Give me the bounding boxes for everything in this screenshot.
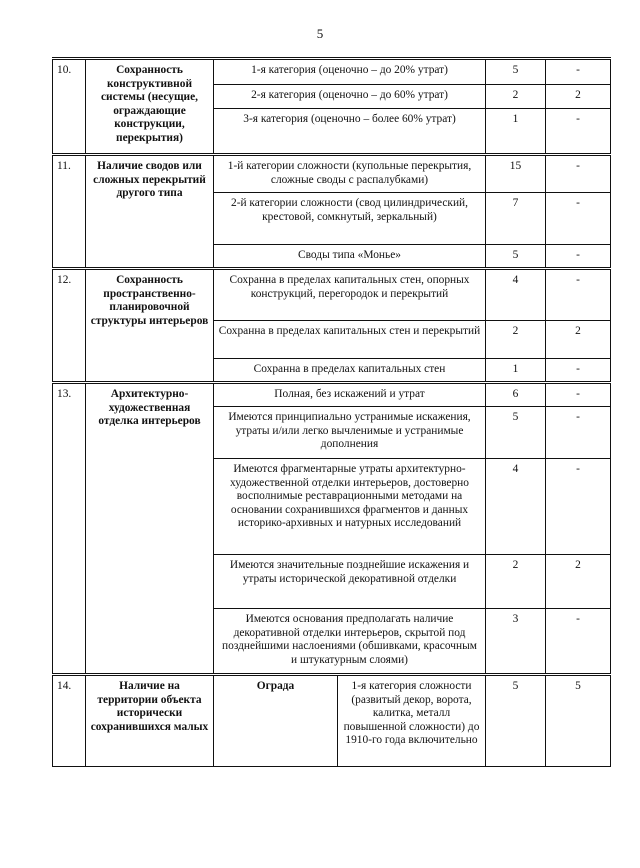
item-description: 1-я категория сложности (развитый декор, ворота, калитка, металл повышенной сложности) до 1910-го года включительно: [338, 675, 486, 767]
item-points: 4: [486, 459, 546, 555]
item-max: -: [546, 459, 611, 555]
item-max: -: [546, 383, 611, 407]
item-points: 2: [486, 555, 546, 609]
item-max: 2: [546, 555, 611, 609]
item-max: -: [546, 407, 611, 459]
item-description: 3-я категория (оценочно – более 60% утрат): [214, 109, 486, 155]
row-number: 12.: [53, 269, 86, 383]
item-max: -: [546, 609, 611, 675]
item-description: 2-я категория (оценочно – до 60% утрат): [214, 85, 486, 109]
table-row: [53, 383, 611, 407]
item-points: 5: [486, 675, 546, 767]
item-description: Сохранна в пределах капитальных стен, опорных конструкций, перегородок и перекрытий: [214, 269, 486, 321]
table-row: [53, 675, 611, 767]
criterion-name: Наличие сводов или сложных перекрытий другого типа: [86, 155, 214, 269]
item-max: 5: [546, 675, 611, 767]
item-max: -: [546, 359, 611, 383]
item-description: Имеются принципиально устранимые искажения, утраты и/или легко вычленимые и устранимые дополнения: [214, 407, 486, 459]
item-description: 2-й категории сложности (свод цилиндрический, крестовой, сомкнутый, зеркальный): [214, 193, 486, 245]
criteria-table: [52, 57, 611, 767]
item-max: -: [546, 59, 611, 85]
item-points: 4: [486, 269, 546, 321]
item-max: 2: [546, 85, 611, 109]
item-points: 1: [486, 109, 546, 155]
item-points: 1: [486, 359, 546, 383]
item-points: 15: [486, 155, 546, 193]
item-points: 6: [486, 383, 546, 407]
item-max: -: [546, 155, 611, 193]
item-description: Имеются значительные позднейшие искажения и утраты исторической декоративной отделки: [214, 555, 486, 609]
table-row: [53, 269, 611, 321]
item-points: 5: [486, 245, 546, 269]
item-description: Полная, без искажений и утрат: [214, 383, 486, 407]
page-number: 5: [316, 26, 324, 41]
item-points: 5: [486, 407, 546, 459]
item-points: 3: [486, 609, 546, 675]
row-number: 13.: [53, 383, 86, 675]
item-max: -: [546, 193, 611, 245]
item-description: 1-я категория (оценочно – до 20% утрат): [214, 59, 486, 85]
item-points: 7: [486, 193, 546, 245]
table-row: [53, 155, 611, 193]
item-max: -: [546, 269, 611, 321]
sub-criterion-label: Ограда: [214, 675, 338, 767]
item-max: -: [546, 109, 611, 155]
criterion-name: Сохранность конструктивной системы (несущие, ограждающие конструкции, перекрытия): [86, 59, 214, 155]
criterion-name: Наличие на территории объекта исторически сохранившихся малых: [86, 675, 214, 767]
criterion-name: Сохранность пространственно-планировочной структуры интерьеров: [86, 269, 214, 383]
item-description: Имеются основания предполагать наличие декоративной отделки интерьеров, скрытой под позднейшими наслоениями (обшивками, красочным и штукатурным слоями): [214, 609, 486, 675]
table-row: [53, 59, 611, 85]
item-points: 5: [486, 59, 546, 85]
item-description: Имеются фрагментарные утраты архитектурно-художественной отделки интерьеров, достоверно восполнимые реставрационными методами на основании сохранившихся фрагментов и данных историко-архивных и натурных исследований: [214, 459, 486, 555]
item-points: 2: [486, 321, 546, 359]
row-number: 11.: [53, 155, 86, 269]
item-description: Сохранна в пределах капитальных стен и перекрытий: [214, 321, 486, 359]
row-number: 14.: [53, 675, 86, 767]
row-number: 10.: [53, 59, 86, 155]
item-description: Своды типа «Монье»: [214, 245, 486, 269]
criterion-name: Архитектурно-художественная отделка интерьеров: [86, 383, 214, 675]
item-points: 2: [486, 85, 546, 109]
item-description: Сохранна в пределах капитальных стен: [214, 359, 486, 383]
item-max: 2: [546, 321, 611, 359]
item-max: -: [546, 245, 611, 269]
item-description: 1-й категории сложности (купольные перекрытия, сложные своды с распалубками): [214, 155, 486, 193]
